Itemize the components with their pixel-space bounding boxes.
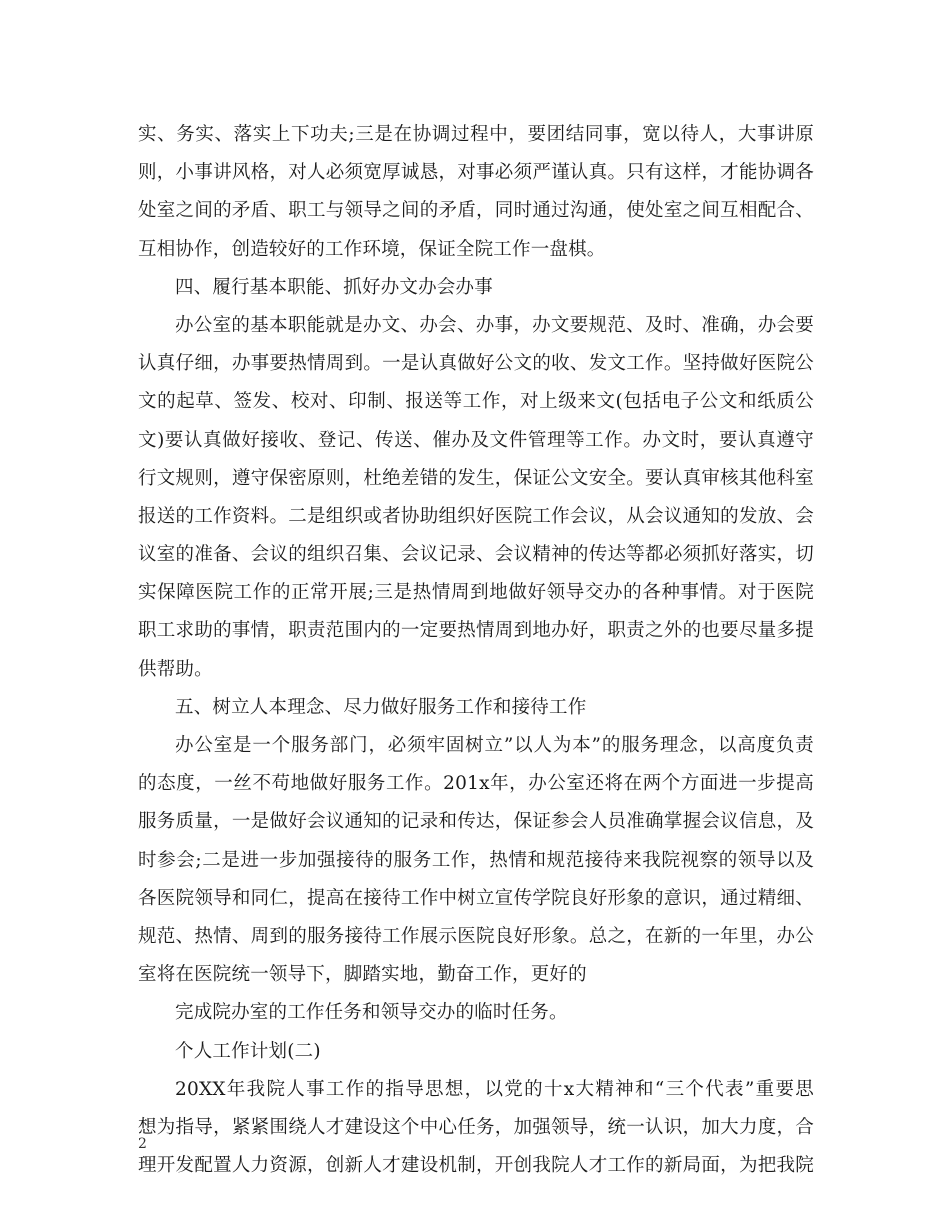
text-line: 供帮助。 (138, 658, 213, 680)
text-line: 理开发配置人力资源，创新人才建设机制，开创我院人才工作的新局面，为把我院 (138, 1155, 814, 1177)
text-line: 四、履行基本职能、抓好办文办会办事 (175, 276, 493, 298)
text-line: 完成院办室的工作任务和领导交办的临时任务。 (175, 1002, 568, 1024)
text-line: 时参会;二是进一步加强接待的服务工作，热情和规范接待来我院视察的领导以及 (138, 849, 814, 871)
text-line: 文的起草、签发、校对、印制、报送等工作，对上级来文(包括电子公文和纸质公 (138, 391, 814, 413)
page-number: 2 (138, 1136, 147, 1152)
text-line: 规范、热情、周到的服务接待工作展示医院良好形象。总之，在新的一年里，办公 (138, 925, 814, 947)
text-line: 实、务实、落实上下功夫;三是在协调过程中，要团结同事，宽以待人，大事讲原 (138, 124, 814, 145)
text-line: 20XX年我院人事工作的指导思想，以党的十x大精神和“三个代表”重要思 (175, 1078, 814, 1100)
text-line: 议室的准备、会议的组织召集、会议记录、会议精神的传达等都必须抓好落实，切 (138, 544, 814, 566)
text-line: 报送的工作资料。二是组织或者协助组织好医院工作会议，从会议通知的发放、会 (138, 505, 814, 527)
text-line: 认真仔细，办事要热情周到。一是认真做好公文的收、发文工作。坚持做好医院公 (138, 353, 814, 375)
text-line: 办公室是一个服务部门，必须牢固树立”以人为本”的服务理念，以高度负责 (175, 735, 814, 756)
text-line: 职工求助的事情，职责范围内的一定要热情周到地办好，职责之外的也要尽量多提 (138, 620, 814, 642)
text-line: 各医院领导和同仁，提高在接待工作中树立宣传学院良好形象的意识，通过精细、 (138, 887, 814, 909)
text-line: 行文规则，遵守保密原则，杜绝差错的发生，保证公文安全。要认真审核其他科室 (138, 467, 814, 489)
text-line: 处室之间的矛盾、职工与领导之间的矛盾，同时通过沟通，使处室之间互相配合、 (138, 200, 814, 222)
text-line: 服务质量，一是做好会议通知的记录和传达，保证参会人员准确掌握会议信息，及 (138, 811, 814, 833)
text-line: 室将在医院统一领导下，脚踏实地，勤奋工作，更好的 (138, 964, 587, 986)
text-line: 文)要认真做好接收、登记、传送、催办及文件管理等工作。办文时，要认真遵守 (138, 429, 814, 451)
text-line: 五、树立人本理念、尽力做好服务工作和接待工作 (175, 696, 587, 718)
text-line: 个人工作计划(二) (175, 1040, 321, 1062)
text-line: 的态度，一丝不苟地做好服务工作。201x年，办公室还将在两个方面进一步提高 (138, 773, 814, 795)
text-line: 则，小事讲风格，对人必须宽厚诚恳，对事必须严谨认真。只有这样，才能协调各 (138, 162, 814, 184)
document-body (138, 116, 814, 1185)
text-line: 想为指导，紧紧围绕人才建设这个中心任务，加强领导，统一认识，加大力度，合 (138, 1116, 814, 1138)
text-line: 办公室的基本职能就是办文、办会、办事，办文要规范、及时、准确，办会要 (175, 314, 814, 336)
text-line: 实保障医院工作的正常开展;三是热情周到地做好领导交办的各种事情。对于医院 (138, 582, 814, 604)
text-line: 互相协作，创造较好的工作环境，保证全院工作一盘棋。 (138, 238, 606, 260)
